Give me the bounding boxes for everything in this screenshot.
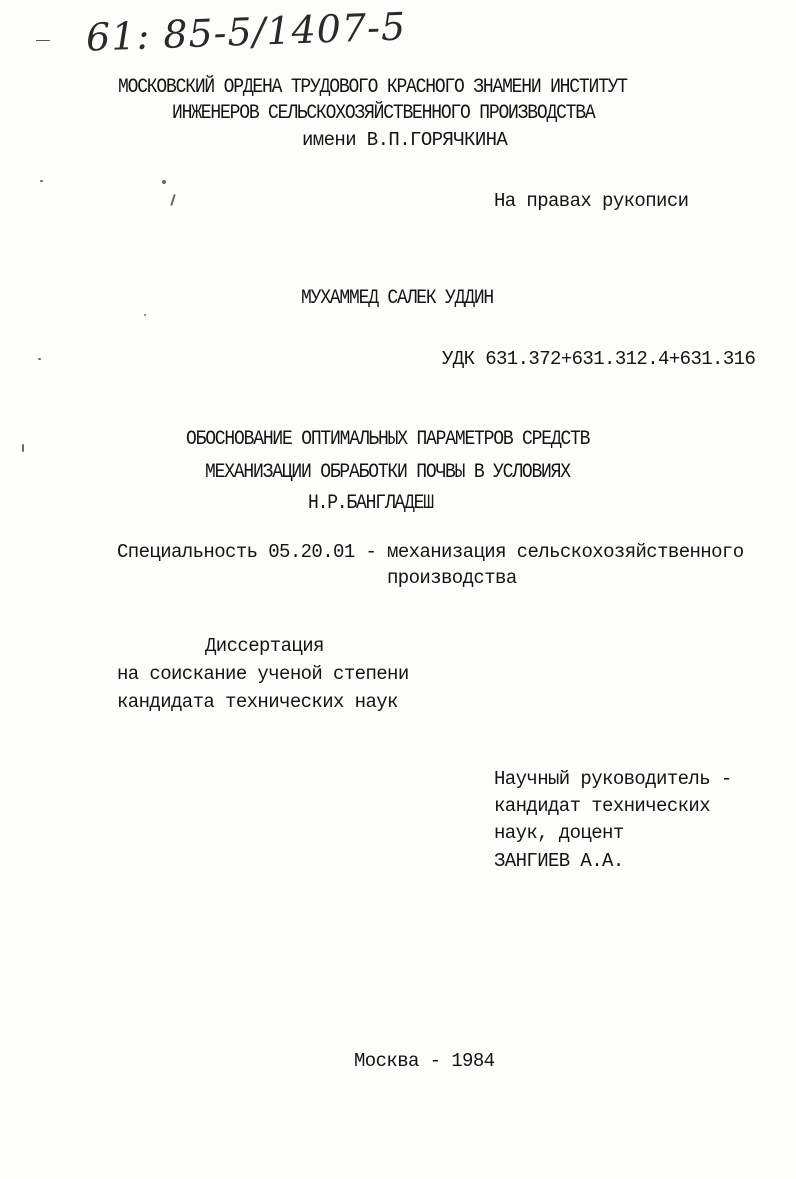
margin-speck bbox=[40, 180, 43, 182]
supervisor-line-1: Научный руководитель - bbox=[494, 768, 732, 790]
author-name: МУХАММЕД САЛЕК УДДИН bbox=[301, 287, 494, 310]
dissertation-line-2: на соискание ученой степени bbox=[117, 663, 409, 685]
title-line-2: МЕХАНИЗАЦИИ ОБРАБОТКИ ПОЧВЫ В УСЛОВИЯХ bbox=[205, 461, 570, 484]
dissertation-line-1: Диссертация bbox=[205, 635, 324, 657]
margin-dash bbox=[36, 40, 50, 41]
stamp-speck bbox=[162, 180, 166, 184]
institute-header-line-2: ИНЖЕНЕРОВ СЕЛЬСКОХОЗЯЙСТВЕННОГО ПРОИЗВОДСТВА bbox=[172, 102, 595, 125]
dissertation-line-3: кандидата технических наук bbox=[117, 691, 398, 713]
archive-mark: 61: 85-5/1407-5 bbox=[85, 4, 407, 60]
institute-header-line-3: имени В.П.ГОРЯЧКИНА bbox=[302, 129, 508, 151]
institute-header-line-1: МОСКОВСКИЙ ОРДЕНА ТРУДОВОГО КРАСНОГО ЗНАМЕНИ ИНСТИТУТ bbox=[118, 76, 627, 99]
supervisor-line-4: ЗАНГИЕВ А.А. bbox=[494, 850, 624, 872]
margin-speck bbox=[144, 314, 146, 316]
supervisor-line-2: кандидат технических bbox=[494, 795, 711, 817]
supervisor-line-3: наук, доцент bbox=[494, 822, 624, 844]
title-line-3: Н.Р.БАНГЛАДЕШ bbox=[308, 492, 433, 515]
specialty-line-1: Специальность 05.20.01 - механизация сельскохозяйственного bbox=[117, 541, 744, 563]
rights-note: На правах рукописи bbox=[494, 190, 689, 212]
title-line-1: ОБОСНОВАНИЕ ОПТИМАЛЬНЫХ ПАРАМЕТРОВ СРЕДСТВ bbox=[186, 428, 590, 451]
margin-speck bbox=[38, 358, 41, 360]
udc-code: УДК 631.372+631.312.4+631.316 bbox=[442, 348, 756, 370]
city-year: Москва - 1984 bbox=[354, 1050, 495, 1072]
margin-speck bbox=[22, 444, 24, 452]
stamp-speck bbox=[170, 194, 176, 206]
specialty-line-2: производства bbox=[387, 567, 517, 589]
